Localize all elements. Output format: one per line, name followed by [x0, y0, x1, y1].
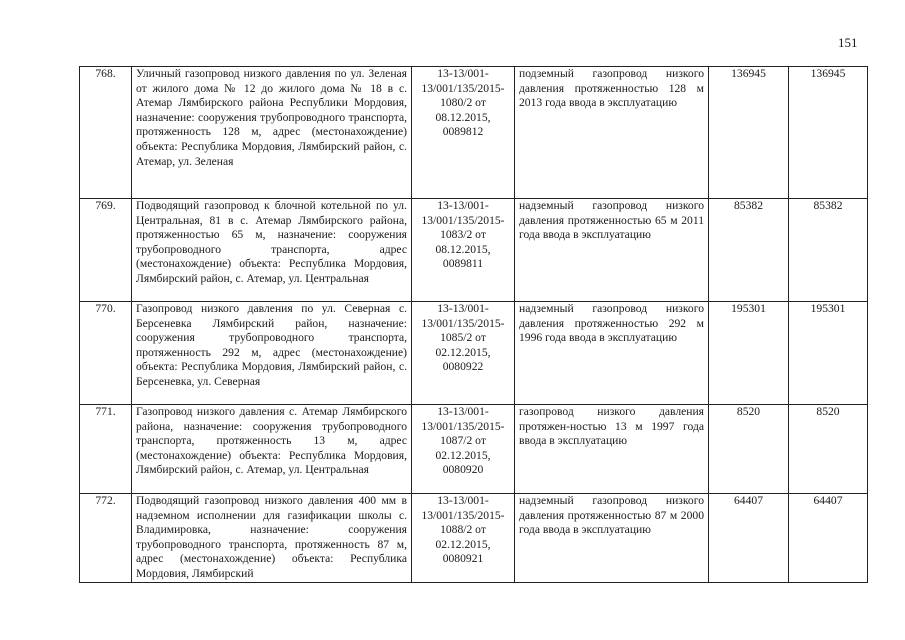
row-number-cell: 771. [80, 405, 132, 494]
value-cell: 195301 [789, 302, 868, 405]
object-description-cell: Подводящий газопровод к блочной котельной по ул. Центральная, 81 в с. Атемар Лямбирского района, протяженностью 65 м, назначение: сооружения трубопроводного транспорта, адрес (местонахождение) объекта: Республика Мордовия, Лямбирский район, с. Атемар, ул. Центральная [132, 199, 412, 302]
object-description-cell: Газопровод низкого давления с. Атемар Лямбирского района, назначение: сооружения трубопроводного транспорта, протяженность 13 м, адрес (местонахождение) объекта: Республика Мордовия, Лямбирский район, с. Атемар, ул. Центральная [132, 405, 412, 494]
characteristics-cell: надземный газопровод низкого давления протяженностью 65 м 2011 года ввода в эксплуатацию [515, 199, 709, 302]
table-row [80, 302, 868, 405]
value-cell: 136945 [709, 67, 789, 199]
value-cell: 195301 [709, 302, 789, 405]
value-cell: 136945 [789, 67, 868, 199]
registration-number-cell: 13-13/001-13/001/135/2015-1088/2 от 02.12.2015, 0080921 [412, 494, 515, 583]
value-cell: 64407 [789, 494, 868, 583]
value-cell: 8520 [709, 405, 789, 494]
page-number: 151 [838, 35, 858, 50]
value-cell: 85382 [789, 199, 868, 302]
table-row [80, 494, 868, 583]
characteristics-cell: надземный газопровод низкого давления протяженностью 87 м 2000 года ввода в эксплуатацию [515, 494, 709, 583]
value-cell: 85382 [709, 199, 789, 302]
row-number-cell: 768. [80, 67, 132, 199]
object-description-cell: Уличный газопровод низкого давления по ул. Зеленая от жилого дома № 12 до жилого дома № 18 в с. Атемар Лямбирского района Республики Мордовия, назначение: сооружения трубопроводного транспорта, протяженность 128 м, адрес (местонахождение) объекта: Республика Мордовия, Лямбирский район, с. Атемар, ул. Зеленая [132, 67, 412, 199]
table-row [80, 199, 868, 302]
object-description-cell: Газопровод низкого давления по ул. Северная с. Берсеневка Лямбирский район, назначение: сооружения трубопроводного транспорта, протяженность 292 м, адрес (местонахождение) объекта: Республика Мордовия, Лямбирский район, с. Берсеневка, ул. Северная [132, 302, 412, 405]
table-row [80, 67, 868, 199]
registration-number-cell: 13-13/001-13/001/135/2015-1083/2 от 08.12.2015, 0089811 [412, 199, 515, 302]
characteristics-cell: газопровод низкого давления протяжен-ностью 13 м 1997 года ввода в эксплуатацию [515, 405, 709, 494]
row-number-cell: 769. [80, 199, 132, 302]
object-description-cell: Подводящий газопровод низкого давления 400 мм в надземном исполнении для газификации школы с. Владимировка, назначение: сооружения трубопроводного транспорта, протяженность 87 м, адрес (местонахождение) объекта: Республика Мордовия, Лямбирский [132, 494, 412, 583]
registration-number-cell: 13-13/001-13/001/135/2015-1087/2 от 02.12.2015, 0080920 [412, 405, 515, 494]
value-cell: 64407 [709, 494, 789, 583]
registration-number-cell: 13-13/001-13/001/135/2015-1080/2 от 08.12.2015, 0089812 [412, 67, 515, 199]
characteristics-cell: подземный газопровод низкого давления протяженностью 128 м 2013 года ввода в эксплуатацию [515, 67, 709, 199]
row-number-cell: 772. [80, 494, 132, 583]
table-row [80, 405, 868, 494]
row-number-cell: 770. [80, 302, 132, 405]
property-registry-table [79, 66, 868, 583]
characteristics-cell: надземный газопровод низкого давления протяженностью 292 м 1996 года ввода в эксплуатацию [515, 302, 709, 405]
value-cell: 8520 [789, 405, 868, 494]
registration-number-cell: 13-13/001-13/001/135/2015-1085/2 от 02.12.2015, 0080922 [412, 302, 515, 405]
